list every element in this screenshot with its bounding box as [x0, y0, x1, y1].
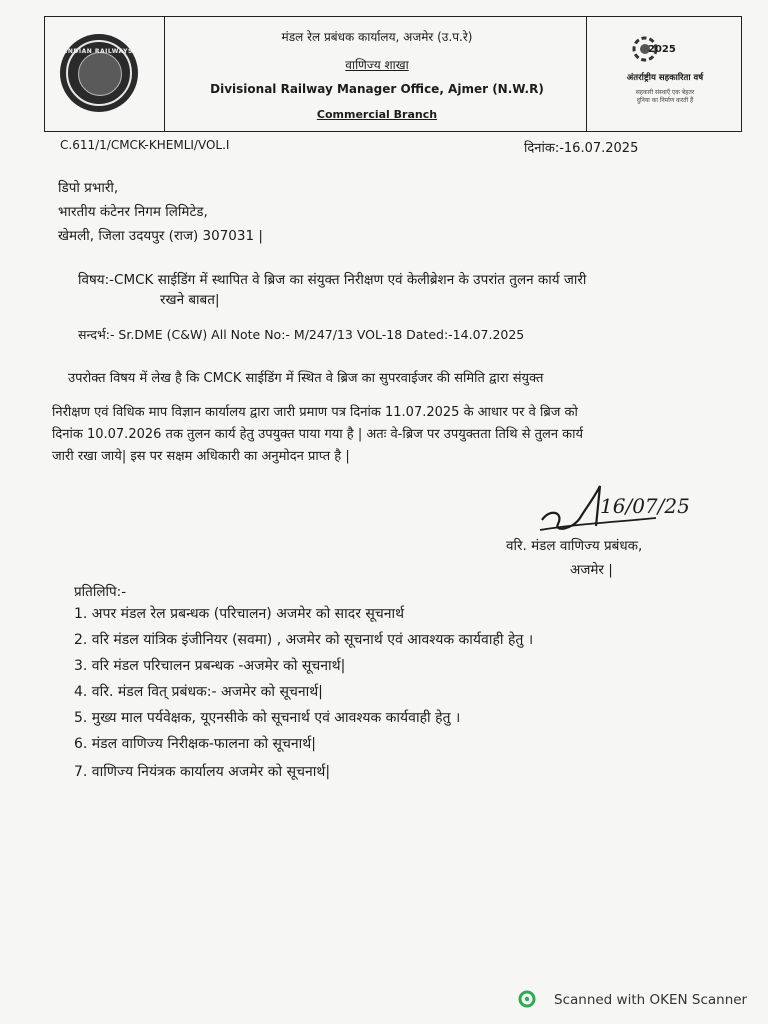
letter-date: दिनांक:-16.07.2025 — [524, 141, 639, 156]
body-line-3: दिनांक 10.07.2026 तक तुलन कार्य हेतु उपयुक्त पाया गया है | अतः वे-ब्रिज पर उपयुक्तता तिथि से तुलन कार्य — [52, 427, 584, 442]
copy-to-item: 1. अपर मंडल रेल प्रबन्धक (परिचालन) अजमेर को सादर सूचनार्थ — [74, 606, 405, 622]
signatory-designation: वरि. मंडल वाणिज्य प्रबंधक, — [506, 538, 643, 554]
letterhead-divider-right — [586, 16, 587, 132]
cooperative-tagline-1: सहकारी संस्थाएँ एक बेहतर — [635, 89, 695, 96]
branch-name-english: Commercial Branch — [316, 108, 438, 121]
copy-to-item: 3. वरि मंडल परिचालन प्रबन्धक -अजमेर को सूचनार्थ| — [74, 658, 346, 674]
copy-to-item: 5. मुख्य माल पर्यवेक्षक, यूएनसीके को सूचनार्थ एवं आवश्यक कार्यवाही हेतु । — [74, 710, 461, 726]
branch-name-hindi: वाणिज्य शाखा — [345, 58, 409, 72]
body-line-2: निरीक्षण एवं विधिक माप विज्ञान कार्यालय द्वारा जारी प्रमाण पत्र दिनांक 11.07.2025 के आधार पर वे ब्रिज को — [52, 405, 578, 420]
reference-note: सन्दर्भ:- Sr.DME (C&W) All Note No:- M/247/13 VOL-18 Dated:-14.07.2025 — [78, 327, 525, 342]
reference-number: C.611/1/CMCK-KHEMLI/VOL.I — [60, 138, 230, 152]
letterhead-divider-left — [164, 16, 165, 132]
copy-to-item: 4. वरि. मंडल वित् प्रबंधक:- अजमेर को सूचनार्थ| — [74, 684, 323, 700]
copy-to-heading: प्रतिलिपि:- — [74, 584, 127, 600]
copy-to-item: 7. वाणिज्य नियंत्रक कार्यालय अजमेर को सूचनार्थ| — [74, 764, 331, 780]
addressee-line-3: खेमली, जिला उदयपुर (राज) 307031 | — [58, 228, 263, 244]
copy-to-item: 2. वरि मंडल यांत्रिक इंजीनियर (सवमा) , अजमेर को सूचनार्थ एवं आवश्यक कार्यवाही हेतु । — [74, 632, 534, 648]
copy-to-item: 6. मंडल वाणिज्य निरीक्षक-फालना को सूचनार्थ| — [74, 736, 316, 752]
oken-scanner-logo-icon — [518, 990, 536, 1008]
signature-handwritten-date: 16/07/25 — [600, 494, 690, 518]
body-line-4: जारी रखा जाये| इस पर सक्षम अधिकारी का अनुमोदन प्राप्त है | — [52, 449, 350, 464]
office-name-english: Divisional Railway Manager Office, Ajmer (N.W.R) — [210, 82, 544, 96]
indian-railways-logo — [60, 34, 138, 112]
cooperative-tagline-2: दुनिया का निर्माण करती हैं — [636, 97, 694, 104]
scanner-watermark-text: Scanned with OKEN Scanner — [554, 992, 748, 1008]
logo-text: INDIAN RAILWAYS — [65, 48, 133, 55]
cooperative-logo-year: 2025 — [648, 44, 676, 55]
logo-emblem — [78, 52, 122, 96]
addressee-line-1: डिपो प्रभारी, — [58, 180, 119, 196]
signatory-place: अजमेर | — [570, 562, 613, 578]
office-name-hindi: मंडल रेल प्रबंधक कार्यालय, अजमेर (उ.प.रे) — [281, 30, 473, 44]
subject-line-2: रखने बाबत| — [160, 292, 220, 308]
addressee-line-2: भारतीय कंटेनर निगम लिमिटेड, — [58, 204, 208, 220]
body-line-1: उपरोक्त विषय में लेख है कि CMCK साईडिंग में स्थित वे ब्रिज का सुपरवाईजर की समिति द्वारा संयुक्त — [68, 371, 544, 386]
cooperative-year-title: अंतर्राष्ट्रीय सहकारिता वर्ष — [626, 73, 704, 83]
subject-line-1: विषय:-CMCK साईडिंग में स्थापित वे ब्रिज का संयुक्त निरीक्षण एवं केलीब्रेशन के उपरांत तुलन कार्य जारी — [78, 272, 587, 288]
